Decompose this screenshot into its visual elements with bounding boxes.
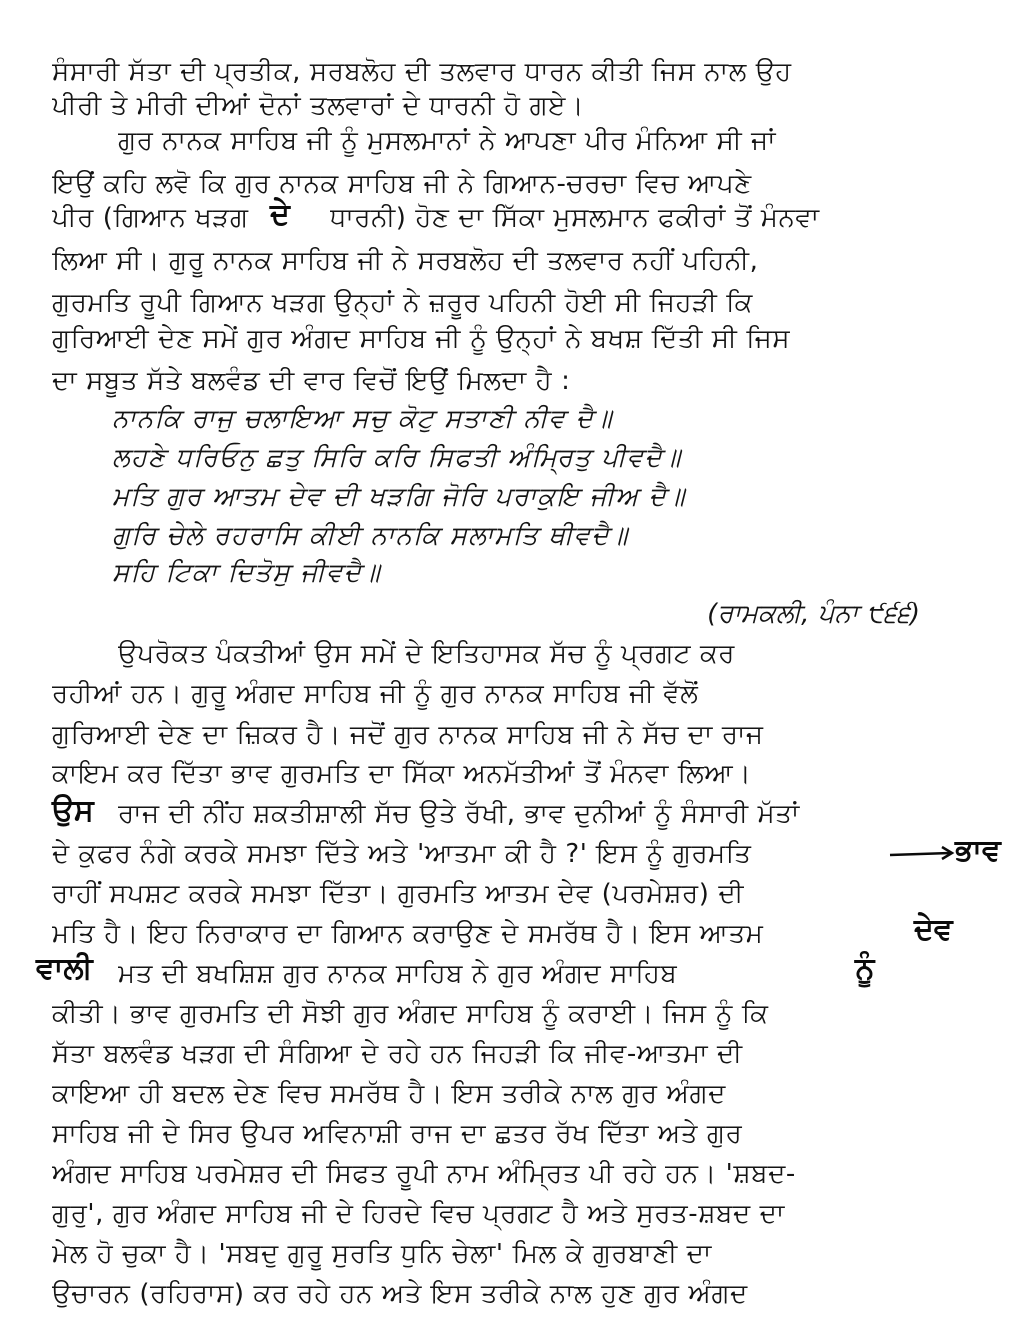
text-line: ਸੱਤਾ ਬਲਵੰਡ ਖੜਗ ਦੀ ਸੰਗਿਆ ਦੇ ਰਹੇ ਹਨ ਜਿਹੜੀ ਕਿ ਜੀਵ-ਆਤਮਾ ਦੀ — [52, 1039, 743, 1069]
text-line: ਕਾਇਆ ਹੀ ਬਦਲ ਦੇਣ ਵਿਚ ਸਮਰੱਥ ਹੈ। ਇਸ ਤਰੀਕੇ ਨਾਲ ਗੁਰ ਅੰਗਦ — [52, 1079, 726, 1109]
handwritten-de: ਦੇ — [270, 197, 290, 232]
text-line: ਲਿਆ ਸੀ। ਗੁਰੂ ਨਾਨਕ ਸਾਹਿਬ ਜੀ ਨੇ ਸਰਬਲੋਹ ਦੀ ਤਲਵਾਰ ਨਹੀਂ ਪਹਿਨੀ, — [52, 246, 759, 276]
text-line: ਰਹੀਆਂ ਹਨ। ਗੁਰੂ ਅੰਗਦ ਸਾਹਿਬ ਜੀ ਨੂੰ ਗੁਰ ਨਾਨਕ ਸਾਹਿਬ ਜੀ ਵੱਲੋਂ — [52, 679, 699, 709]
text-line: ਇਉਂ ਕਹਿ ਲਵੋ ਕਿ ਗੁਰ ਨਾਨਕ ਸਾਹਿਬ ਜੀ ਨੇ ਗਿਆਨ-ਚਰਚਾ ਵਿਚ ਆਪਣੇ — [52, 169, 752, 199]
text-line: ਉਪਰੋਕਤ ਪੰਕਤੀਆਂ ਉਸ ਸਮੇਂ ਦੇ ਇਤਿਹਾਸਕ ਸੱਚ ਨੂੰ ਪ੍ਰਗਟ ਕਰ — [118, 639, 736, 669]
text-line: ਕਾਇਮ ਕਰ ਦਿੱਤਾ ਭਾਵ ਗੁਰਮਤਿ ਦਾ ਸਿੱਕਾ ਅਨਮੱਤੀਆਂ ਤੋਂ ਮੰਨਵਾ ਲਿਆ। — [52, 759, 752, 789]
text-line: ਰਾਹੀਂ ਸਪਸ਼ਟ ਕਰਕੇ ਸਮਝਾ ਦਿੱਤਾ। ਗੁਰਮਤਿ ਆਤਮ ਦੇਵ (ਪਰਮੇਸ਼ਰ) ਦੀ — [52, 879, 744, 909]
text-line: ਮੇਲ ਹੋ ਚੁਕਾ ਹੈ। 'ਸਬਦੁ ਗੁਰੂ ਸੁਰਤਿ ਧੁਨਿ ਚੇਲਾ' ਮਿਲ ਕੇ ਗੁਰਬਾਣੀ ਦਾ — [52, 1239, 712, 1269]
text-line-start: ਪੀਰ (ਗਿਆਨ ਖੜਗ — [52, 203, 249, 233]
text-line: ਗੁਰਿਆਈ ਦੇਣ ਦਾ ਜ਼ਿਕਰ ਹੈ। ਜਦੋਂ ਗੁਰ ਨਾਨਕ ਸਾਹਿਬ ਜੀ ਨੇ ਸੱਚ ਦਾ ਰਾਜ — [52, 720, 764, 750]
text-line-end: ਧਾਰਨੀ) ਹੋਣ ਦਾ ਸਿੱਕਾ ਮੁਸਲਮਾਨ ਫਕੀਰਾਂ ਤੋਂ ਮੰਨਵਾ — [330, 203, 820, 233]
text-line: ਮਤਿ ਹੈ। ਇਹ ਨਿਰਾਕਾਰ ਦਾ ਗਿਆਨ ਕਰਾਉਣ ਦੇ ਸਮਰੱਥ ਹੈ। ਇਸ ਆਤਮ — [52, 919, 764, 949]
text-line: ਰਾਜ ਦੀ ਨੀਂਹ ਸ਼ਕਤੀਸ਼ਾਲੀ ਸੱਚ ਉਤੇ ਰੱਖੀ, ਭਾਵ ਦੁਨੀਆਂ ਨੂੰ ਸੰਸਾਰੀ ਮੱਤਾਂ — [118, 799, 800, 829]
handwritten-nu: ਨੂੰ — [855, 951, 875, 986]
text-line: ਗੁਰ ਨਾਨਕ ਸਾਹਿਬ ਜੀ ਨੂੰ ਮੁਸਲਮਾਨਾਂ ਨੇ ਆਪਣਾ ਪੀਰ ਮੰਨਿਆ ਸੀ ਜਾਂ — [118, 126, 777, 156]
handwritten-vali: ਵਾਲੀ — [36, 951, 93, 986]
text-line: ਸੰਸਾਰੀ ਸੱਤਾ ਦੀ ਪ੍ਰਤੀਕ, ਸਰਬਲੋਹ ਦੀ ਤਲਵਾਰ ਧਾਰਨ ਕੀਤੀ ਜਿਸ ਨਾਲ ਉਹ — [52, 57, 792, 87]
text-line: ਦੇ ਕੁਫਰ ਨੰਗੇ ਕਰਕੇ ਸਮਝਾ ਦਿੱਤੇ ਅਤੇ 'ਆਤਮਾ ਕੀ ਹੈ ?' ਇਸ ਨੂੰ ਗੁਰਮਤਿ — [52, 839, 752, 869]
text-line: ਪੀਰੀ ਤੇ ਮੀਰੀ ਦੀਆਂ ਦੋਨਾਂ ਤਲਵਾਰਾਂ ਦੇ ਧਾਰਨੀ ਹੋ ਗਏ। — [52, 91, 585, 121]
verse-line: ਗੁਰਿ ਚੇਲੇ ਰਹਰਾਸਿ ਕੀਈ ਨਾਨਕਿ ਸਲਾਮਤਿ ਥੀਵਦੈ॥ — [112, 521, 629, 551]
text-line: ਕੀਤੀ। ਭਾਵ ਗੁਰਮਤਿ ਦੀ ਸੋਝੀ ਗੁਰ ਅੰਗਦ ਸਾਹਿਬ ਨੂੰ ਕਰਾਈ। ਜਿਸ ਨੂੰ ਕਿ — [52, 999, 769, 1029]
text-line: ਗੁਰੁ', ਗੁਰ ਅੰਗਦ ਸਾਹਿਬ ਜੀ ਦੇ ਹਿਰਦੇ ਵਿਚ ਪ੍ਰਗਟ ਹੈ ਅਤੇ ਸੁਰਤ-ਸ਼ਬਦ ਦਾ — [52, 1199, 785, 1229]
text-line: ਗੁਰਮਤਿ ਰੂਪੀ ਗਿਆਨ ਖੜਗ ਉਨ੍ਹਾਂ ਨੇ ਜ਼ਰੂਰ ਪਹਿਨੀ ਹੋਈ ਸੀ ਜਿਹੜੀ ਕਿ — [52, 288, 753, 318]
verse-line: ਸਹਿ ਟਿਕਾ ਦਿਤੋਸੁ ਜੀਵਦੈ॥ — [112, 558, 381, 588]
text-line: ਮਤ ਦੀ ਬਖਸ਼ਿਸ਼ ਗੁਰ ਨਾਨਕ ਸਾਹਿਬ ਨੇ ਗੁਰ ਅੰਗਦ ਸਾਹਿਬ — [118, 959, 678, 989]
verse-line: ਨਾਨਕਿ ਰਾਜੁ ਚਲਾਇਆ ਸਚੁ ਕੋਟੁ ਸਤਾਣੀ ਨੀਵ ਦੈ॥ — [112, 404, 613, 434]
text-line: ਸਾਹਿਬ ਜੀ ਦੇ ਸਿਰ ਉਪਰ ਅਵਿਨਾਸ਼ੀ ਰਾਜ ਦਾ ਛਤਰ ਰੱਖ ਦਿੱਤਾ ਅਤੇ ਗੁਰ — [52, 1119, 743, 1149]
text-line: ਅੰਗਦ ਸਾਹਿਬ ਪਰਮੇਸ਼ਰ ਦੀ ਸਿਫਤ ਰੂਪੀ ਨਾਮ ਅੰਮ੍ਰਿਤ ਪੀ ਰਹੇ ਹਨ। 'ਸ਼ਬਦ- — [52, 1159, 796, 1189]
text-line: ਉਚਾਰਨ (ਰਹਿਰਾਸ) ਕਰ ਰਹੇ ਹਨ ਅਤੇ ਇਸ ਤਰੀਕੇ ਨਾਲ ਹੁਣ ਗੁਰ ਅੰਗਦ — [52, 1279, 748, 1309]
text-line: ਗੁਰਿਆਈ ਦੇਣ ਸਮੇਂ ਗੁਰ ਅੰਗਦ ਸਾਹਿਬ ਜੀ ਨੂੰ ਉਨ੍ਹਾਂ ਨੇ ਬਖਸ਼ ਦਿੱਤੀ ਸੀ ਜਿਸ — [52, 324, 791, 354]
handwritten-bhav: ਭਾਵ — [955, 833, 1001, 868]
text-line: ਦਾ ਸਬੂਤ ਸੱਤੇ ਬਲਵੰਡ ਦੀ ਵਾਰ ਵਿਚੋਂ ਇਉਂ ਮਿਲਦਾ ਹੈ : — [52, 366, 571, 396]
verse-citation: (ਰਾਮਕਲੀ, ਪੰਨਾ ੯੬੬) — [707, 599, 920, 629]
handwritten-us: ਉਸ — [52, 793, 94, 828]
verse-line: ਲਹਣੇ ਧਰਿਓਨੁ ਛਤੁ ਸਿਰਿ ਕਰਿ ਸਿਫਤੀ ਅੰਮ੍ਰਿਤੁ ਪੀਵਦੈ॥ — [112, 443, 682, 473]
handwritten-dev: ਦੇਵ — [914, 912, 953, 947]
verse-line: ਮਤਿ ਗੁਰ ਆਤਮ ਦੇਵ ਦੀ ਖੜਗਿ ਜੋਰਿ ਪਰਾਕੁਇ ਜੀਅ ਦੈ॥ — [112, 482, 686, 512]
